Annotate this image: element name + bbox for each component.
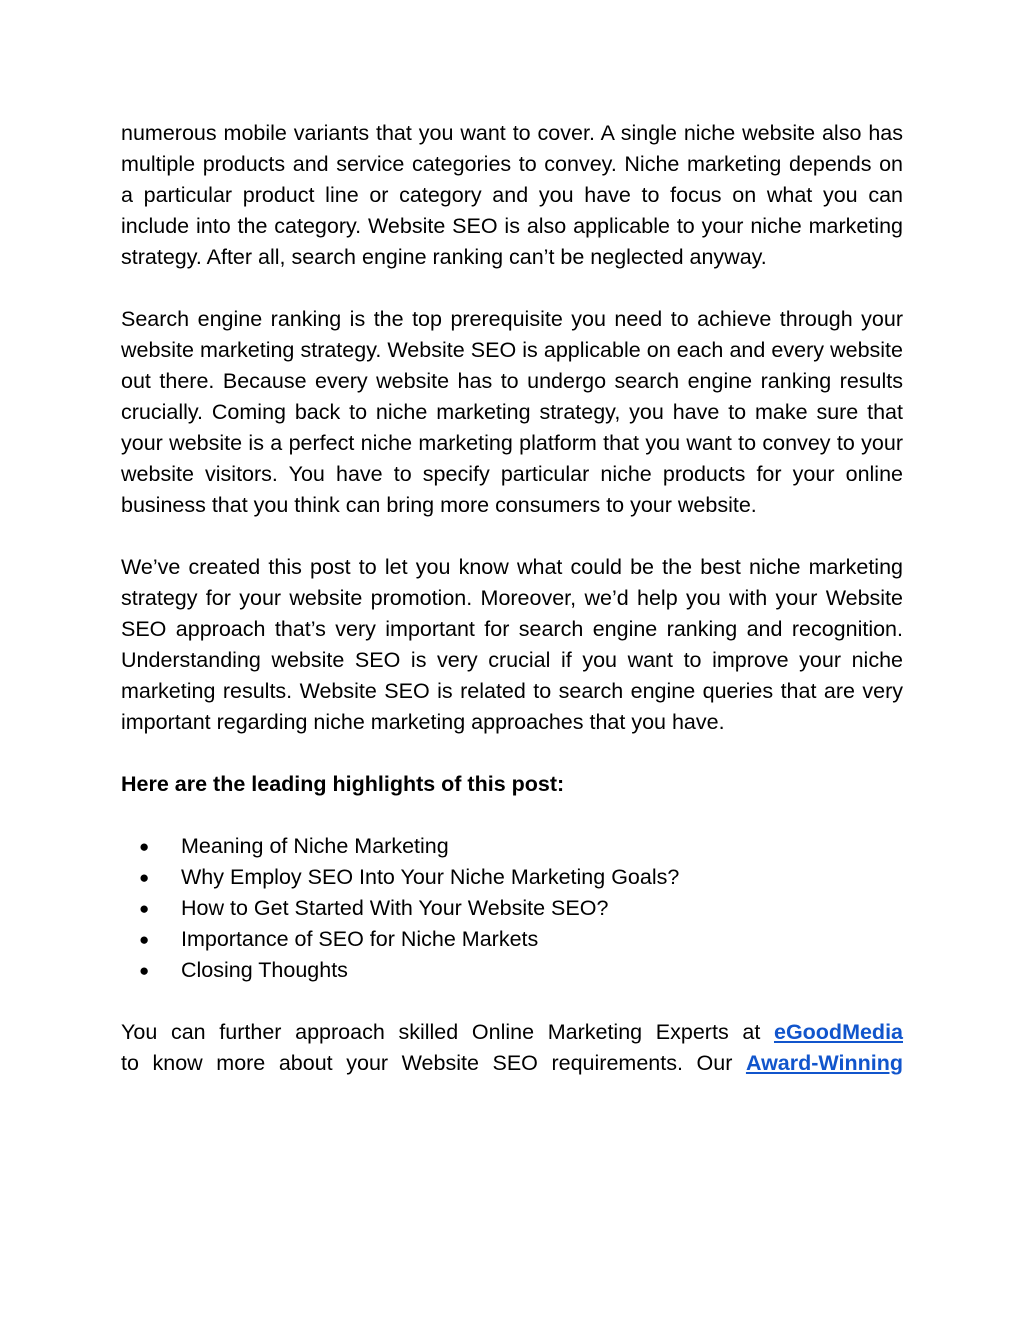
closing-text-2: to know more about your Website SEO requirements. Our	[121, 1051, 746, 1075]
paragraph-intro: numerous mobile variants that you want to cover. A single niche website also has multiple products and service categories to convey. Niche marketing depends on a particular product line or category and you have to focus on what you can include into the category. Website SEO is also applicable to your niche marketing strategy. After all, search engine ranking can’t be neglected anyway.	[121, 121, 903, 269]
list-item	[121, 924, 903, 955]
award-winning-link[interactable]: Award-Winning	[745, 1051, 903, 1075]
bullet-icon: ●	[139, 837, 150, 856]
list-item	[121, 831, 903, 862]
closing-text-1: You can further approach skilled Online Marketing Experts at	[121, 1020, 774, 1044]
paragraph-spacer	[121, 738, 903, 769]
bullet-icon: ●	[139, 930, 150, 949]
bullet-icon: ●	[139, 868, 150, 887]
paragraph-spacer	[121, 800, 903, 831]
egoodmedia-link[interactable]: eGoodMedia	[773, 1020, 903, 1044]
paragraph-post-purpose: We’ve created this post to let you know what could be the best niche marketing strategy for your website promotion. Moreover, we’d help you with your Website SEO approach that’s very important for search engine ranking and recognition. Understanding website SEO is very crucial if you want to improve your niche marketing results. Website SEO is related to search engine queries that are very important regarding niche marketing approaches that you have.	[121, 555, 903, 734]
list-item-label: Closing Thoughts	[181, 958, 348, 982]
list-item-label: Meaning of Niche Marketing	[181, 834, 449, 858]
document-page	[121, 118, 903, 1079]
highlights-heading: Here are the leading highlights of this post:	[121, 772, 565, 796]
list-item-label: Importance of SEO for Niche Markets	[181, 927, 539, 951]
list-item	[121, 893, 903, 924]
list-item	[121, 955, 903, 986]
paragraph-spacer	[121, 521, 903, 552]
bullet-icon: ●	[139, 899, 150, 918]
list-item	[121, 862, 903, 893]
bullet-icon: ●	[139, 961, 150, 980]
list-item-label: Why Employ SEO Into Your Niche Marketing Goals?	[181, 865, 680, 889]
paragraph-search-ranking: Search engine ranking is the top prerequisite you need to achieve through your website marketing strategy. Website SEO is applicable on each and every website out there. Because every website has to undergo search engine ranking results crucially. Coming back to niche marketing strategy, you have to make sure that your website is a perfect niche marketing platform that you want to convey to your website visitors. You have to specify particular niche products for your online business that you think can bring more consumers to your website.	[121, 307, 903, 517]
highlights-list	[121, 831, 903, 986]
paragraph-closing	[121, 1017, 903, 1079]
paragraph-spacer	[121, 273, 903, 304]
paragraph-spacer	[121, 986, 903, 1017]
list-item-label: How to Get Started With Your Website SEO?	[181, 896, 609, 920]
